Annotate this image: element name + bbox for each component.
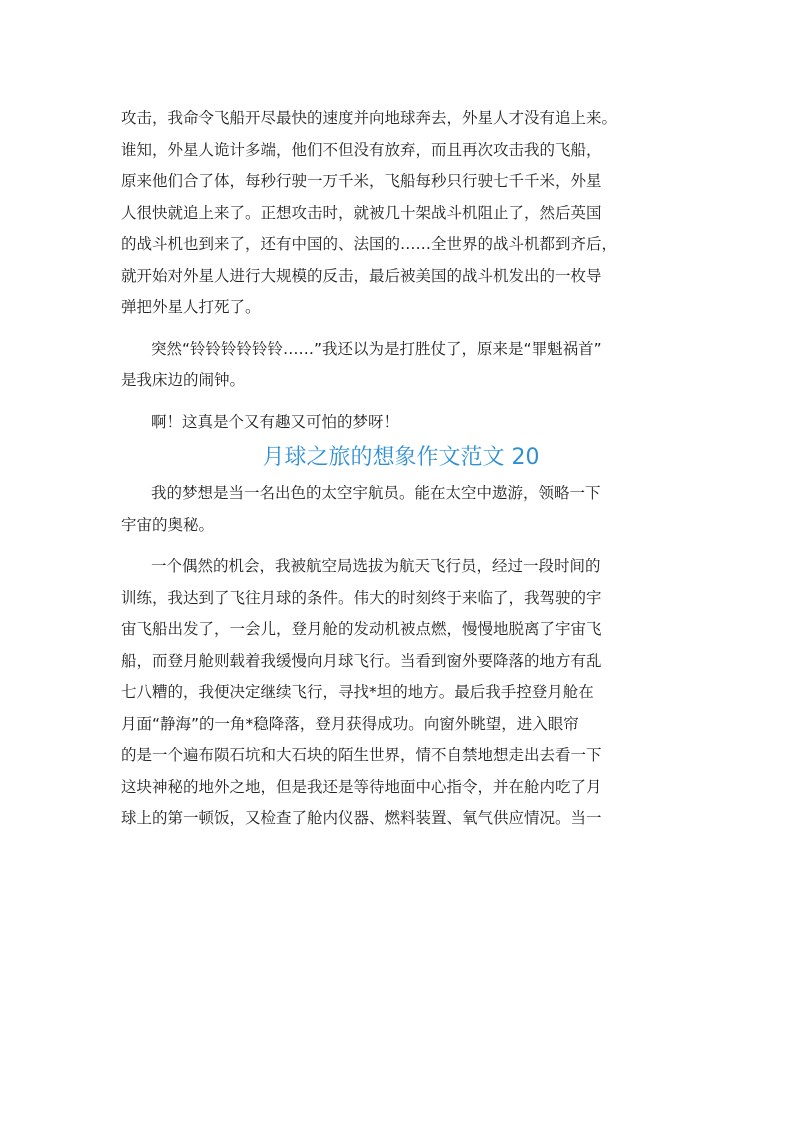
text-line: 是我床边的闹钟。 — [121, 371, 246, 389]
text-line: 弹把外星人打死了。 — [121, 298, 261, 316]
text-line: 宙飞船出发了，一会儿，登月舱的发动机被点燃，慢慢地脱离了宇宙飞 — [121, 620, 602, 638]
text-line: 谁知，外星人诡计多端，他们不但没有放弃，而且再次攻击我的飞船， — [121, 140, 602, 159]
text-line: 我的梦想是当一名出色的太空宇航员。能在太空中遨游，领略一下 — [151, 484, 601, 502]
text-line: 就开始对外星人进行大规模的反击，最后被美国的战斗机发出的一枚导 — [121, 266, 602, 285]
text-line: 月面“静海”的一角*稳降落，登月获得成功。向窗外眺望，进入眼帘 — [121, 714, 579, 733]
text-line: 攻击，我命令飞船开尽最快的速度并向地球奔去，外星人才没有追上来。 — [121, 109, 618, 127]
text-line: 船，而登月舱则载着我缓慢向月球飞行。当看到窗外要降落的地方有乱 — [121, 651, 602, 670]
paragraph-exclamation — [121, 407, 681, 439]
paragraph-dream — [121, 478, 681, 541]
text-line: 七八糟的，我便决定继续飞行，寻找*坦的地方。最后我手控登月舱在 — [121, 683, 594, 701]
document-body — [121, 103, 681, 835]
paragraph-moon-landing — [121, 551, 681, 835]
text-line: 突然“铃铃铃铃铃铃……”我还以为是打胜仗了，原来是“罪魁祸首” — [151, 339, 602, 358]
text-line: 的是一个遍布陨石坑和大石块的陌生世界，情不自禁地想走出去看一下 — [121, 746, 602, 764]
text-line: 训练，我达到了飞往月球的条件。伟大的时刻终于来临了，我驾驶的宇 — [121, 588, 602, 607]
text-line: 球上的第一顿饭，又检查了舱内仪器、燃料装置、氧气供应情况。当一 — [121, 809, 602, 827]
text-line: 人很快就追上来了。正想攻击时，就被几十架战斗机阻止了，然后英国 — [121, 203, 602, 222]
paragraph-alarm-clock — [121, 334, 681, 397]
text-line: 原来他们合了体，每秒行驶一万千米，飞船每秒只行驶七千千米，外星 — [121, 172, 602, 190]
text-line: 一个偶然的机会，我被航空局选拔为航天飞行员，经过一段时间的 — [151, 557, 601, 575]
paragraph-battle-continuation — [121, 103, 681, 324]
text-line: 的战斗机也到来了，还有中国的、法国的……全世界的战斗机都到齐后， — [121, 235, 618, 253]
text-line: 宇宙的奥秘。 — [121, 515, 215, 534]
text-line: 这块神秘的地外之地，但是我还是等待地面中心指令，并在舱内吃了月 — [121, 777, 602, 796]
section-heading: 月球之旅的想象作文范文 20 — [262, 445, 540, 470]
text-line: 啊！这真是个又有趣又可怕的梦呀！ — [151, 412, 400, 431]
